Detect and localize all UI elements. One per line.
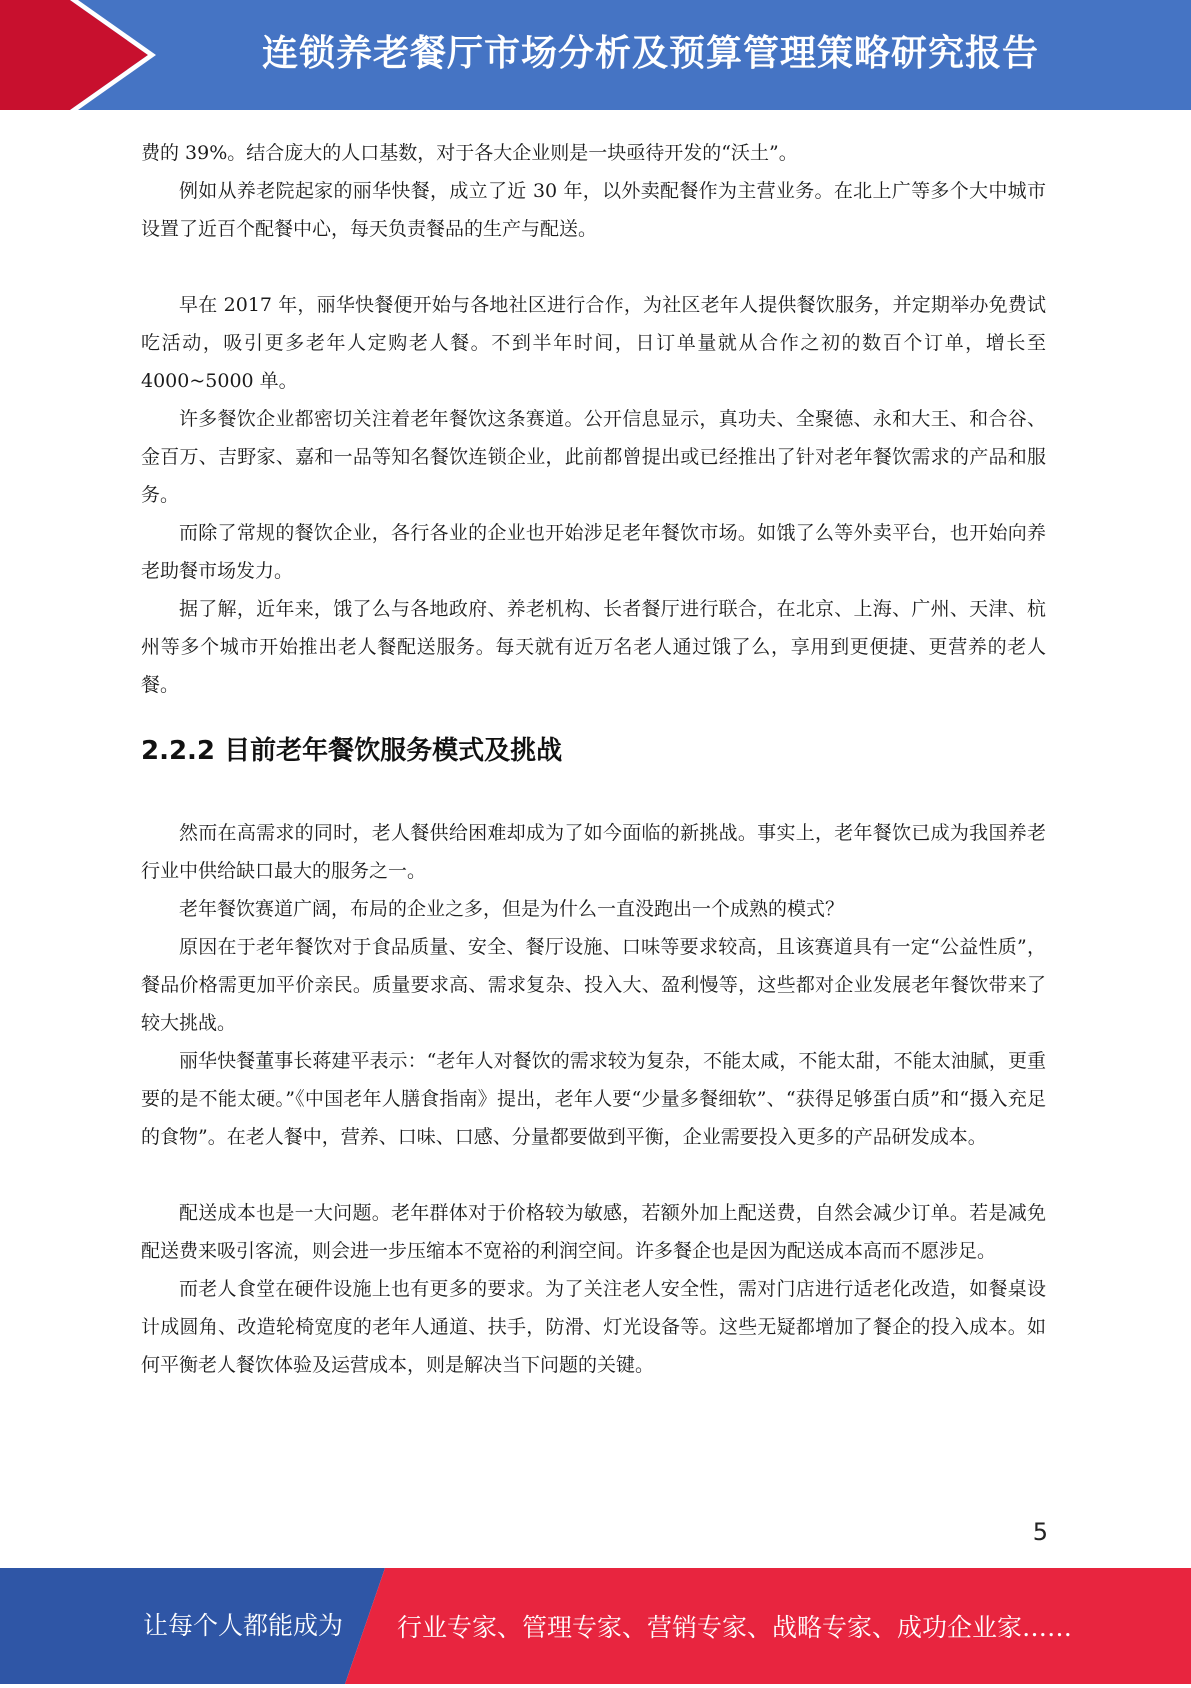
paragraph: 例如从养老院起家的丽华快餐，成立了近 30 年，以外卖配餐作为主营业务。在北上广等多个大中城市设置了近百个配餐中心，每天负责餐品的生产与配送。 [141,180,1046,240]
page-number: 5 [1032,1518,1048,1546]
paragraph: 据了解，近年来，饿了么与各地政府、养老机构、长者餐厅进行联合，在北京、上海、广州、天津、杭州等多个城市开始推出老人餐配送服务。每天就有近万名老人通过饿了么，享用到更便捷、更营养的老人餐。 [141,598,1046,696]
paragraph: 然而在高需求的同时，老人餐供给困难却成为了如今面临的新挑战。事实上，老年餐饮已成为我国养老行业中供给缺口最大的服务之一。 [141,822,1046,882]
footer-slogan-right: 行业专家、管理专家、营销专家、战略专家、成功企业家…… [397,1613,1073,1642]
header-arrow-decoration [0,0,160,110]
page-footer [0,1568,1191,1684]
paragraph: 许多餐饮企业都密切关注着老年餐饮这条赛道。公开信息显示，真功夫、全聚德、永和大王、和合谷、金百万、吉野家、嘉和一品等知名餐饮连锁企业，此前都曾提出或已经推出了针对老年餐饮需求的产品和服务。 [141,408,1046,506]
paragraph: 丽华快餐董事长蒋建平表示：“老年人对餐饮的需求较为复杂，不能太咸，不能太甜，不能太油腻，更重要的是不能太硬。”《中国老年人膳食指南》提出，老年人要“少量多餐细软”、“获得足够蛋白质”和“摄入充足的食物”。在老人餐中，营养、口味、口感、分量都要做到平衡，企业需要投入更多的产品研发成本。 [141,1050,1046,1148]
paragraph-gap [141,248,1046,286]
report-title: 连锁养老餐厅市场分析及预算管理策略研究报告 [261,33,1039,74]
page-header [0,0,1191,110]
section-heading: 2.2.2 目前老年餐饮服务模式及挑战 [141,736,563,766]
paragraph: 而老人食堂在硬件设施上也有更多的要求。为了关注老人安全性，需对门店进行适老化改造，如餐桌设计成圆角、改造轮椅宽度的老年人通道、扶手，防滑、灯光设备等。这些无疑都增加了餐企的投入成本。如何平衡老人餐饮体验及运营成本，则是解决当下问题的关键。 [141,1278,1046,1376]
document-body [141,134,1046,1384]
paragraph: 费的 39%。结合庞大的人口基数，对于各大企业则是一块亟待开发的“沃土”。 [141,142,798,164]
paragraph: 老年餐饮赛道广阔，布局的企业之多，但是为什么一直没跑出一个成熟的模式？ [179,898,845,920]
paragraph: 配送成本也是一大问题。老年群体对于价格较为敏感，若额外加上配送费，自然会减少订单。若是减免配送费来吸引客流，则会进一步压缩本不宽裕的利润空间。许多餐企也是因为配送成本高而不愿涉足。 [141,1202,1046,1262]
paragraph: 而除了常规的餐饮企业，各行各业的企业也开始涉足老年餐饮市场。如饿了么等外卖平台，也开始向养老助餐市场发力。 [141,522,1046,582]
paragraph: 原因在于老年餐饮对于食品质量、安全、餐厅设施、口味等要求较高，且该赛道具有一定“公益性质”，餐品价格需更加平价亲民。质量要求高、需求复杂、投入大、盈利慢等，这些都对企业发展老年餐饮带来了较大挑战。 [141,936,1046,1034]
footer-slogan-left: 让每个人都能成为 [143,1611,344,1640]
paragraph-gap [141,1156,1046,1194]
paragraph: 早在 2017 年，丽华快餐便开始与各地社区进行合作，为社区老年人提供餐饮服务，并定期举办免费试吃活动，吸引更多老年人定购老人餐。不到半年时间，日订单量就从合作之初的数百个订单，增长至 4000~5000 单。 [141,294,1046,392]
